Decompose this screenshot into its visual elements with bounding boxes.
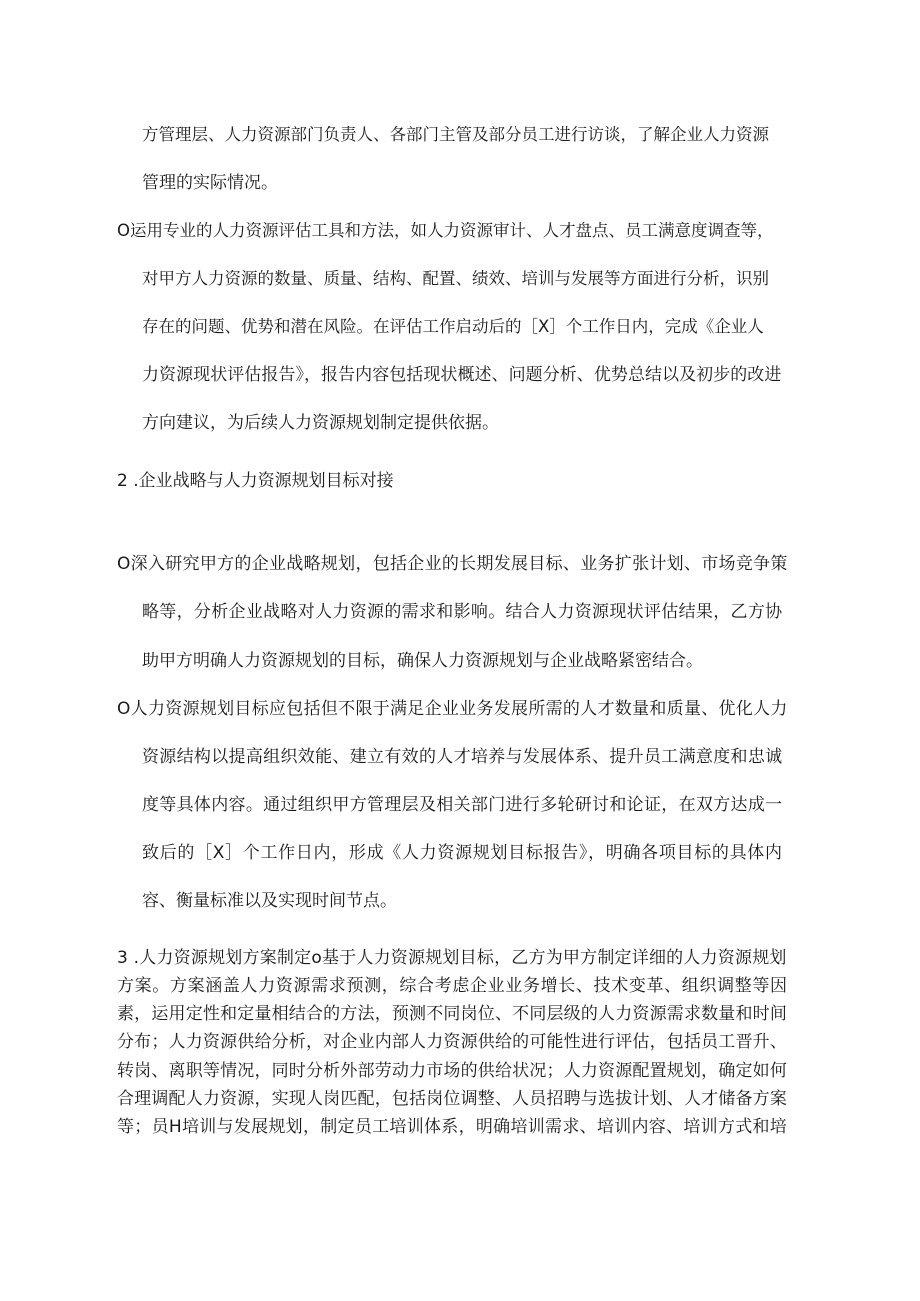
paragraph-line: 存在的问题、优势和潜在风险。在评估工作启动后的［X］个工作日内，完成《企业人 [142, 317, 764, 336]
paragraph-line: 容、衡量标准以及实现时间节点。 [142, 891, 397, 911]
paragraph-line: 对甲方人力资源的数量、质量、结构、配置、绩效、培训与发展等方面进行分析，识别 [142, 269, 769, 288]
paragraph-line: 方案。方案涵盖人力资源需求预测，综合考虑企业业务增长、技术变革、组织调整等因 [117, 976, 788, 996]
paragraph-line: 方管理层、人力资源部门负责人、各部门主管及部分员工进行访谈，了解企业人力资源 [142, 125, 769, 144]
paragraph-line: 转岗、离职等情况，同时分析外部劳动力市场的供给状况；人力资源配置规划，确定如何 [117, 1061, 788, 1081]
list-item-line: O人力资源规划目标应包括但不限于满足企业业务发展所需的人才数量和质量、优化人力 [117, 699, 788, 719]
paragraph-line: 度等具体内容。通过组织甲方管理层及相关部门进行多轮研讨和论证，在双方达成一 [142, 795, 783, 815]
paragraph-line: 合理调配人力资源，实现人岗匹配，包括岗位调整、人员招聘与选拔计划、人才储备方案 [117, 1089, 788, 1109]
paragraph-line: 管理的实际情况。 [142, 173, 278, 193]
list-item-line: O深入研究甲方的企业战略规划，包括企业的长期发展目标、业务扩张计划、市场竞争策 [117, 554, 788, 574]
paragraph-line: 素，运用定性和定量相结合的方法，预测不同岗位、不同层级的人力资源需求数量和时间 [117, 1004, 788, 1024]
paragraph-line: 分布；人力资源供给分析，对企业内部人力资源供给的可能性进行评估，包括员工晋升、 [117, 1032, 788, 1052]
paragraph-line: 等；员H培训与发展规划，制定员工培训体系，明确培训需求、培训内容、培训方式和培 [117, 1117, 788, 1137]
paragraph-line: 致后的［X］个工作日内，形成《人力资源规划目标报告》，明确各项目标的具体内 [142, 843, 783, 863]
list-item-line: O运用专业的人力资源评估工具和方法，如人力资源审计、人才盘点、员工满意度调查等， [117, 221, 774, 240]
section-heading: 2 .企业战略与人力资源规划目标对接 [117, 471, 394, 491]
section-heading: 3 .人力资源规划方案制定o基于人力资源规划目标，乙方为甲方制定详细的人力资源规划 [117, 948, 787, 968]
paragraph-line: 资源结构以提高组织效能、建立有效的人才培养与发展体系、提升员工满意度和忠诚 [142, 747, 783, 767]
paragraph-line: 略等，分析企业战略对人力资源的需求和影响。结合人力资源现状评估结果，乙方协 [142, 602, 783, 622]
paragraph-line: 助甲方明确人力资源规划的目标，确保人力资源规划与企业战略紧密结合。 [142, 651, 703, 671]
paragraph-line: 力资源现状评估报告》，报告内容包括现状概述、问题分析、优势总结以及初步的改进 [142, 365, 782, 385]
paragraph-line: 方向建议，为后续人力资源规划制定提供依据。 [142, 413, 499, 433]
